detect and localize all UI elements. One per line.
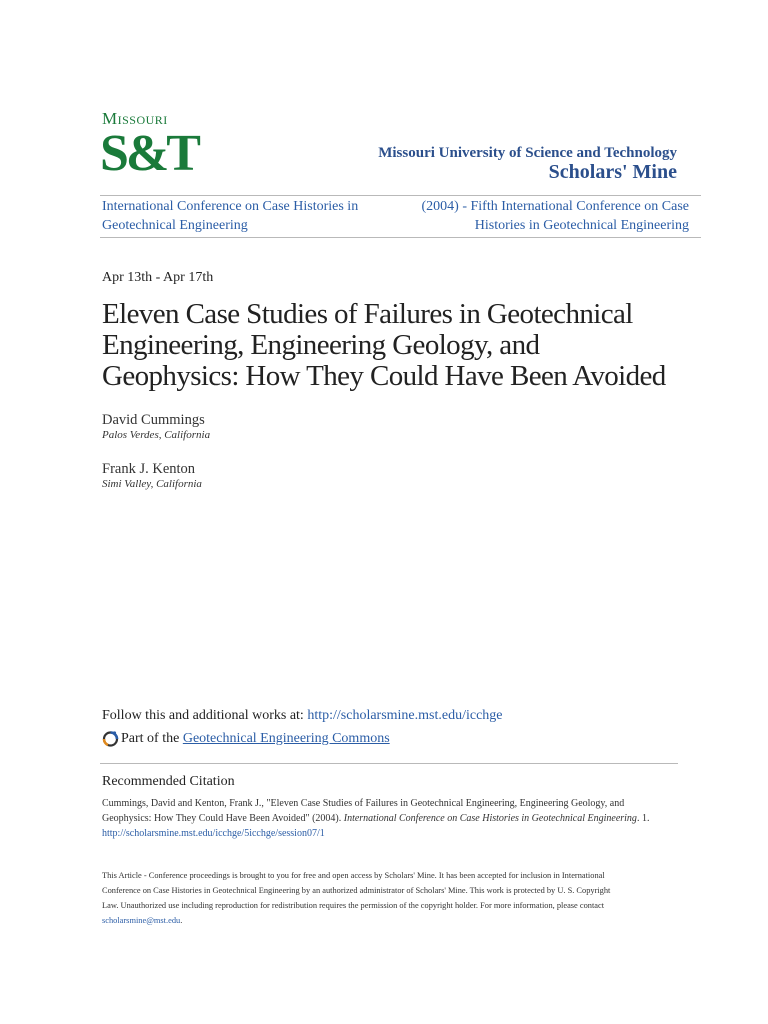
logo-st: S&T [100, 125, 198, 182]
commons-line [102, 730, 390, 747]
collection-link-volume[interactable] [389, 197, 689, 235]
collection-link-conference[interactable] [102, 197, 382, 235]
citation-heading: Recommended Citation [102, 774, 235, 789]
collection-link-line2: Histories in Geotechnical Engineering [474, 218, 689, 233]
citation-journal: International Conference on Case Histories in Geotechnical Engineering [343, 813, 637, 824]
access-notice [102, 868, 672, 928]
citation-url-link[interactable]: http://scholarsmine.mst.edu/icchge/5icchge/session07/1 [102, 828, 325, 839]
collection-link-line2: Geotechnical Engineering [102, 218, 248, 233]
follow-url-link[interactable]: http://scholarsmine.mst.edu/icchge [307, 708, 503, 723]
follow-label: Follow this and additional works at: [102, 708, 308, 723]
repository-name: Scholars' Mine [548, 161, 677, 183]
bepress-commons-icon [102, 730, 119, 747]
title-line: Engineering, Engineering Geology, and [102, 329, 540, 361]
citation-line-end: . 1. [636, 813, 650, 824]
logo-missouri-text: Missouri [102, 109, 168, 128]
title-line: Eleven Case Studies of Failures in Geotechnical [102, 298, 633, 330]
header-divider-bottom [100, 237, 701, 238]
citation-line: Cummings, David and Kenton, Frank J., "Eleven Case Studies of Failures in Geotechnical Engineering, Engineering Geology, and [102, 798, 625, 809]
contact-email-link[interactable]: scholarsmine@mst.edu [102, 916, 181, 925]
commons-link[interactable]: Geotechnical Engineering Commons [182, 730, 390, 746]
author-location: Palos Verdes, California [102, 429, 211, 441]
author-name: David Cummings [102, 412, 205, 428]
author-location: Simi Valley, California [102, 478, 202, 490]
notice-end: . [180, 916, 183, 925]
collection-link-line1: (2004) - Fifth International Conference on Case [421, 199, 689, 214]
author-block [102, 461, 202, 490]
notice-line: Conference on Case Histories in Geotechnical Engineering by an authorized administrator of Scholars' Mine. This work is protected by U. S. Copyright [102, 886, 611, 895]
notice-line: Law. Unauthorized use including reproduction for redistribution requires the permission of the copyright holder. For more information, please contact [102, 901, 605, 910]
university-name: Missouri University of Science and Technology [378, 145, 677, 161]
part-of-label: Part of the [121, 730, 180, 746]
follow-line [102, 708, 503, 724]
author-name: Frank J. Kenton [102, 461, 196, 477]
header-divider-top [100, 195, 701, 196]
citation-divider [100, 763, 678, 764]
notice-line: This Article - Conference proceedings is brought to you for free and open access by Scholars' Mine. It has been accepted for inclusion in International [102, 871, 605, 880]
article-title [102, 299, 702, 392]
citation-line: Geophysics: How They Could Have Been Avoided" (2004). [102, 813, 344, 824]
collection-link-line1: International Conference on Case Histories in [102, 199, 359, 214]
event-date: Apr 13th - Apr 17th [102, 270, 214, 285]
author-block [102, 412, 210, 441]
citation-text [102, 796, 662, 841]
title-line: Geophysics: How They Could Have Been Avoided [102, 360, 666, 392]
